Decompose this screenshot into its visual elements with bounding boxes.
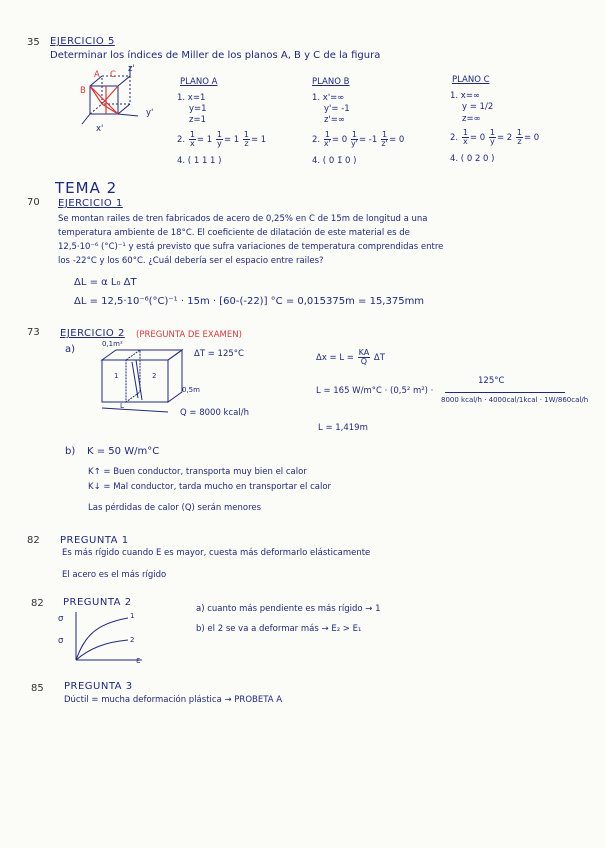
wall-block-figure [98, 346, 188, 418]
fraction-numerator: 125°C [478, 376, 505, 386]
dimension-length: L [120, 402, 124, 410]
result-h: = 0 [469, 133, 486, 143]
curve-label: 2 [130, 636, 135, 644]
question-title: PREGUNTA 1 [60, 535, 129, 546]
step-number: 2. [177, 135, 186, 145]
answer-line: b) el 2 se va a deformar más → E₂ > E₁ [196, 624, 362, 634]
answer-line: Dúctil = mucha deformación plástica → PROBETA A [64, 695, 283, 705]
plane-label-a: A [94, 70, 100, 80]
plano-a-heading: PLANO A [180, 77, 218, 87]
plano-a-z: z=1 [189, 115, 206, 125]
face-label: 2 [152, 372, 157, 380]
fourier-equation [316, 349, 385, 366]
exercise-title: EJERCICIO 1 [58, 198, 123, 209]
fraction-denominator: 8000 kcal/h · 4000cal/1kcal · 1W/860cal/h [441, 396, 589, 404]
fraction-1-over-x: $\frac{1}{x'}$ [323, 130, 331, 148]
heat-flow: Q = 8000 kcal/h [180, 408, 249, 418]
explanation-line: K↑ = Buen conductor, transporta muy bien el calor [88, 467, 307, 477]
question-title: PREGUNTA 2 [63, 597, 132, 608]
explanation-line: K↓ = Mal conductor, tarda mucho en transportar el calor [88, 482, 332, 492]
question-title: PREGUNTA 3 [64, 681, 133, 692]
plano-a-miller-index: 4. ( 1 1 1 ) [177, 156, 222, 166]
result-l: = 0 [523, 133, 540, 143]
problem-number: 85 [31, 683, 44, 694]
dilatation-calculation: ΔL = 12,5·10⁻⁶(°C)⁻¹ · 15m · [60-(-22)] °C = 0,015375m = 15,375mm [74, 296, 425, 307]
temperature-difference: ΔT = 125°C [194, 349, 244, 359]
strain-axis-label: ε [136, 656, 141, 666]
exercise-statement: Determinar los índices de Miller de los planos A, B y C de la figura [50, 50, 381, 61]
plano-c-miller-index: 4. ( 0 2 0 ) [450, 154, 495, 164]
step-number: 2. [312, 135, 321, 145]
fraction-1-over-y: $\frac{1}{y'}$ [350, 130, 358, 148]
problem-number: 82 [31, 598, 44, 609]
plano-c-y: y = 1/2 [462, 102, 494, 112]
plano-b-z: z'=∞ [324, 115, 346, 125]
fraction-1-over-x: $\frac{1}{x}$ [462, 128, 468, 146]
part-label: a) [65, 344, 76, 355]
axis-x-label: x' [96, 124, 104, 134]
statement-line: temperatura ambiente de 18°C. El coeficiente de dilatación de este material es de [58, 228, 410, 238]
result-k: = -1 [358, 135, 378, 145]
plano-c-step2 [450, 129, 539, 146]
fraction-1-over-y: $\frac{1}{y}$ [216, 130, 222, 148]
plano-b-x: 1. x'=∞ [312, 93, 345, 103]
step-number: 2. [450, 133, 459, 143]
plano-c-x: 1. x=∞ [450, 91, 481, 101]
exercise-title: EJERCICIO 2 [60, 328, 125, 339]
length-result: L = 1,419m [318, 423, 368, 433]
problem-number: 35 [27, 37, 40, 48]
plane-label-b: B [80, 86, 86, 96]
plano-a-step2 [177, 131, 266, 148]
result-l: = 0 [389, 135, 405, 145]
conductivity-value: K = 50 W/m°C [87, 446, 160, 457]
equation-lhs: Δx = L = [316, 353, 354, 363]
exam-question-tag: (PREGUNTA DE EXAMEN) [136, 330, 242, 340]
statement-line: 12,5·10⁻⁶ (°C)⁻¹ y está previsto que sufra variaciones de temperatura comprendidas entre [58, 242, 444, 252]
curve-label: 1 [130, 612, 135, 620]
result-l: = 1 [250, 135, 267, 145]
statement-line: Se montan railes de tren fabricados de acero de 0,25% en C de 15m de longitud a una [58, 214, 428, 224]
stress-axis-label: σ [58, 636, 64, 646]
face-label: 1 [114, 372, 119, 380]
section-title: TEMA 2 [55, 179, 118, 197]
dimension-area: 0,1m² [102, 340, 123, 348]
fraction-1-over-x: $\frac{1}{x}$ [189, 130, 195, 148]
answer-line: Es más rígido cuando E es mayor, cuesta más deformarlo elásticamente [62, 548, 371, 558]
fraction-1-over-z: $\frac{1}{z}$ [516, 128, 522, 146]
dimension-thickness: 0,5m [182, 386, 200, 394]
result-k: = 2 [496, 133, 513, 143]
plano-a-y: y=1 [189, 104, 207, 114]
result-h: = 0 [331, 135, 348, 145]
plano-a-x: 1. x=1 [177, 93, 206, 103]
plano-b-step2 [312, 131, 404, 148]
explanation-line: Las pérdidas de calor (Q) serán menores [88, 503, 262, 513]
exercise-title: EJERCICIO 5 [50, 36, 115, 47]
plano-c-heading: PLANO C [452, 75, 490, 85]
result-h: = 1 [196, 135, 213, 145]
problem-number: 70 [27, 197, 40, 208]
plano-b-miller-index: 4. ( 0 1̄ 0 ) [312, 156, 357, 166]
fraction-1-over-z: $\frac{1}{z}$ [243, 130, 249, 148]
problem-number: 73 [27, 327, 40, 338]
statement-line: los -22°C y los 60°C. ¿Cuál debería ser el espacio entre railes? [58, 256, 324, 266]
fraction-1-over-z: $\frac{1}{z'}$ [381, 130, 388, 148]
plano-b-heading: PLANO B [312, 77, 350, 87]
fraction-1-over-y: $\frac{1}{y}$ [489, 128, 495, 146]
answer-line: El acero es el más rígido [62, 570, 167, 580]
equation-rhs: ΔT [373, 353, 385, 363]
part-label: b) [65, 446, 76, 457]
stress-axis-label: σ [58, 614, 64, 624]
answer-line: a) cuanto más pendiente es más rígido → 1 [196, 604, 381, 614]
plane-label-c: C [110, 70, 116, 80]
plano-c-z: z=∞ [462, 114, 481, 124]
axis-z-label: z' [128, 64, 135, 74]
plano-b-y: y'= -1 [324, 104, 350, 114]
axis-y-label: y' [146, 108, 154, 118]
problem-number: 82 [27, 535, 40, 546]
fraction-bar [445, 392, 565, 393]
fraction-ka-over-q: $\frac{KA}{Q}$ [358, 348, 370, 366]
result-k: = 1 [223, 135, 240, 145]
dilatation-formula: ΔL = α L₀ ΔT [74, 277, 137, 288]
length-substitution: L = 165 W/m°C · (0,5² m²) · [316, 386, 434, 396]
